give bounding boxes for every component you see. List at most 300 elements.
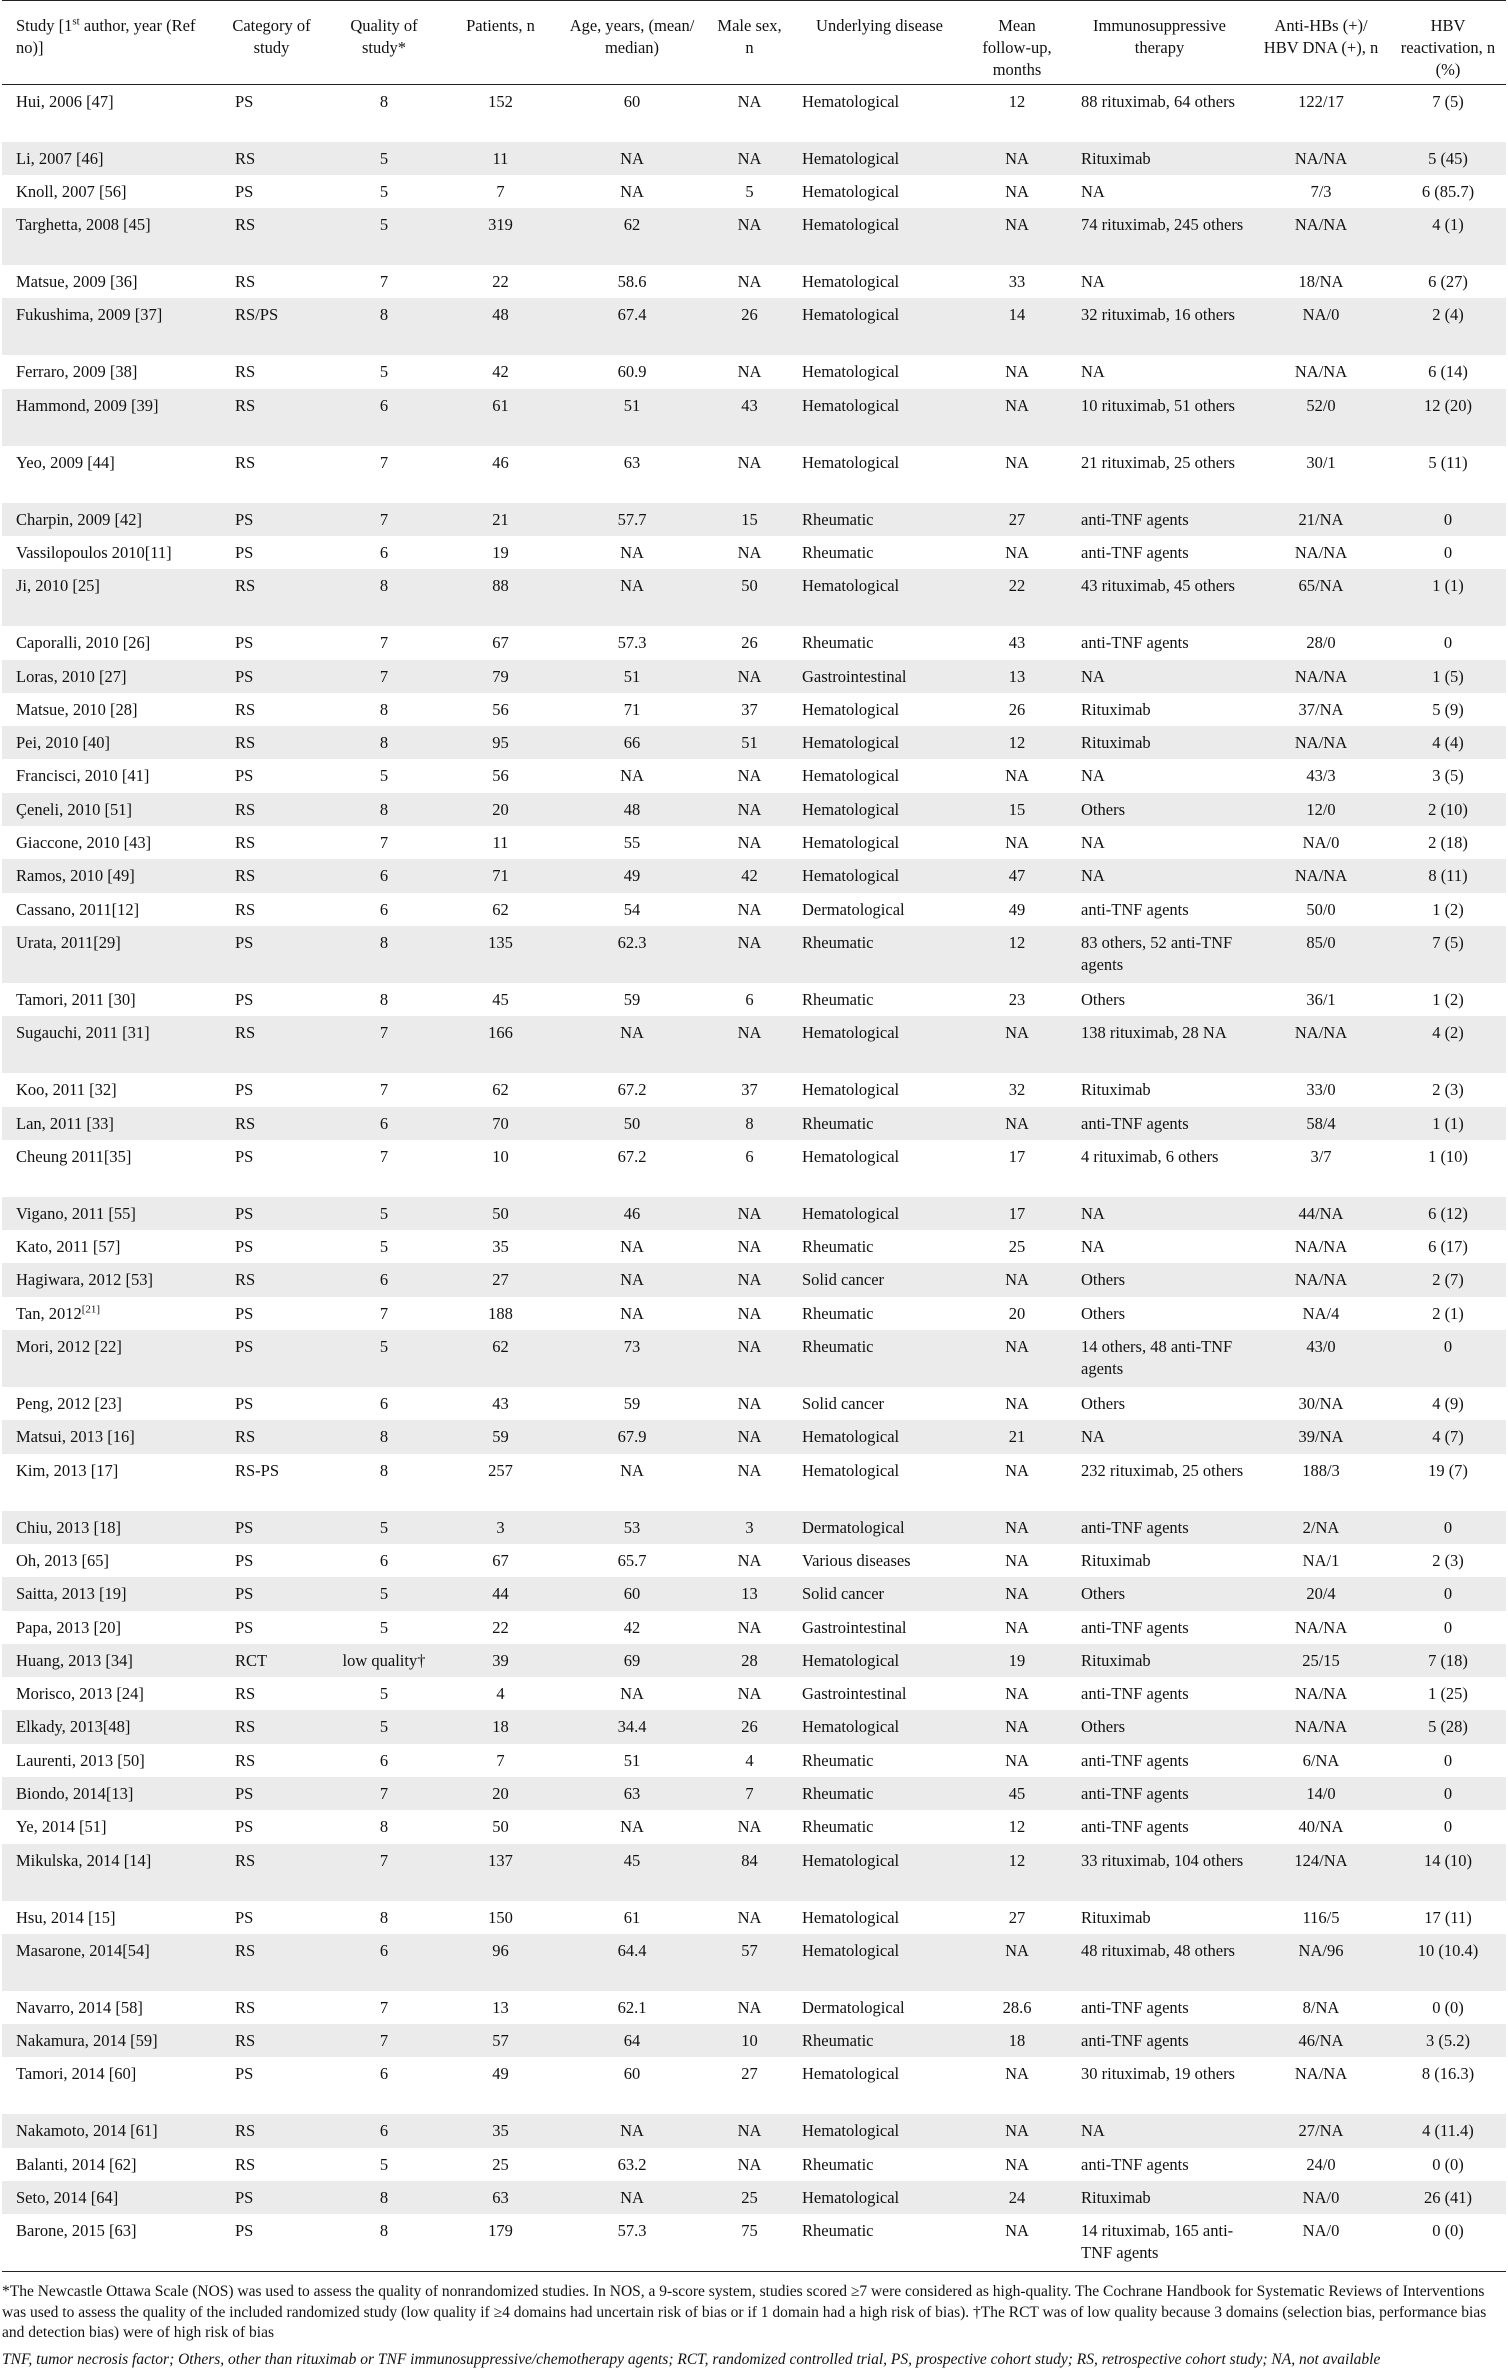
- cell-underlying-disease: Hematological: [802, 272, 900, 292]
- cell-therapy: anti-TNF agents: [1081, 2031, 1189, 2051]
- cell-underlying-disease: Hematological: [802, 181, 900, 201]
- cell-study: Knoll, 2007 [56]: [16, 181, 127, 201]
- cell-study: Matsue, 2010 [28]: [16, 699, 138, 719]
- cell-anti-hbs-hbv-dna: NA/NA: [1294, 666, 1348, 686]
- table-row: [2, 1511, 1506, 1544]
- cell-follow-up: 32: [1008, 1080, 1026, 1100]
- cell-patients: 257: [488, 1460, 513, 1480]
- cell-quality: 6: [379, 1750, 389, 1770]
- cell-follow-up: NA: [1005, 1940, 1029, 1960]
- table-row: [2, 726, 1506, 759]
- cell-hbv-reactivation: 4 (9): [1432, 1394, 1464, 1414]
- cell-underlying-disease: Rheumatic: [802, 1750, 874, 1770]
- cell-category: RS: [235, 1113, 256, 1133]
- cell-follow-up: NA: [1005, 1750, 1029, 1770]
- cell-anti-hbs-hbv-dna: NA/0: [1302, 2188, 1340, 2208]
- cell-quality: 5: [379, 2154, 389, 2174]
- header-anti-hbs-hbv-dna: Anti-HBs (+)/ HBV DNA (+), n: [1252, 1, 1390, 85]
- cell-anti-hbs-hbv-dna: 33/0: [1306, 1080, 1336, 1100]
- cell-age: 64: [623, 2031, 641, 2051]
- cell-study: Mikulska, 2014 [14]: [16, 1850, 152, 1870]
- table-row: [2, 1577, 1506, 1610]
- cell-follow-up: 24: [1008, 2188, 1026, 2208]
- cell-age: 34.4: [617, 1717, 647, 1737]
- cell-follow-up: 18: [1008, 2031, 1026, 2051]
- cell-therapy: anti-TNF agents: [1081, 1817, 1189, 1837]
- cell-anti-hbs-hbv-dna: 44/NA: [1298, 1203, 1344, 1223]
- cell-male-sex: NA: [737, 1460, 762, 1480]
- cell-male-sex: NA: [737, 148, 762, 168]
- cell-anti-hbs-hbv-dna: 37/NA: [1298, 699, 1344, 719]
- cell-hbv-reactivation: 8 (16.3): [1421, 2064, 1475, 2084]
- cell-follow-up: 21: [1008, 1427, 1026, 1447]
- table-row: [2, 2114, 1506, 2147]
- cell-category: PS: [235, 666, 254, 686]
- cell-anti-hbs-hbv-dna: 12/0: [1306, 799, 1336, 819]
- cell-age: 58.6: [617, 272, 647, 292]
- cell-age: 57.7: [617, 509, 647, 529]
- header-hbv-reactivation: HBV reactivation, n (%): [1390, 1, 1506, 85]
- cell-category: PS: [235, 92, 254, 111]
- cell-quality: 5: [379, 215, 389, 235]
- cell-anti-hbs-hbv-dna: 124/NA: [1294, 1850, 1348, 1870]
- cell-follow-up: NA: [1005, 1584, 1029, 1604]
- cell-patients: 61: [492, 395, 509, 415]
- cell-male-sex: NA: [737, 1907, 762, 1927]
- cell-hbv-reactivation: 0: [1443, 1337, 1453, 1357]
- cell-therapy: anti-TNF agents: [1081, 509, 1189, 529]
- cell-underlying-disease: Hematological: [802, 1203, 900, 1223]
- cell-age: NA: [620, 148, 644, 168]
- cell-male-sex: NA: [737, 92, 762, 111]
- cell-study: Charpin, 2009 [42]: [16, 509, 143, 529]
- cell-age: 53: [623, 1517, 641, 1537]
- cell-quality: 8: [379, 932, 389, 952]
- cell-quality: 5: [379, 1237, 389, 1257]
- cell-patients: 56: [492, 699, 509, 719]
- cell-follow-up: 45: [1008, 1784, 1026, 1803]
- cell-category: PS: [235, 2188, 254, 2208]
- cell-age: 63: [623, 1784, 641, 1803]
- cell-follow-up: 33: [1008, 272, 1026, 292]
- cell-category: PS: [235, 542, 254, 562]
- cell-male-sex: NA: [737, 1817, 762, 1837]
- cell-follow-up: NA: [1005, 833, 1029, 853]
- cell-patients: 50: [492, 1817, 509, 1837]
- cell-hbv-reactivation: 5 (45): [1428, 148, 1468, 168]
- cell-study: Elkady, 2013[48]: [16, 1717, 131, 1737]
- table-container: [2, 0, 1506, 2272]
- cell-category: RS: [235, 799, 256, 819]
- cell-study: Loras, 2010 [27]: [16, 666, 127, 686]
- cell-therapy: 10 rituximab, 51 others: [1081, 395, 1235, 415]
- cell-therapy: Rituximab: [1081, 1550, 1151, 1570]
- cell-quality: 8: [379, 305, 389, 325]
- cell-quality: 8: [379, 576, 389, 596]
- cell-patients: 45: [492, 989, 509, 1009]
- cell-hbv-reactivation: 4 (1): [1432, 215, 1464, 235]
- cell-hbv-reactivation: 2 (3): [1432, 1550, 1464, 1570]
- table-row: [2, 1644, 1506, 1677]
- cell-underlying-disease: Rheumatic: [802, 1113, 874, 1133]
- cell-age: NA: [620, 1684, 644, 1704]
- cell-anti-hbs-hbv-dna: NA/NA: [1294, 362, 1348, 382]
- cell-study: Saitta, 2013 [19]: [16, 1584, 127, 1604]
- cell-therapy: Rituximab: [1081, 699, 1151, 719]
- cell-hbv-reactivation: 0: [1443, 1784, 1453, 1803]
- cell-patients: 18: [492, 1717, 509, 1737]
- cell-anti-hbs-hbv-dna: 30/1: [1306, 452, 1336, 472]
- cell-quality: 7: [379, 666, 389, 686]
- cell-underlying-disease: Dermatological: [802, 1517, 905, 1537]
- table-row: [2, 1073, 1506, 1106]
- cell-category: PS: [235, 1584, 254, 1604]
- cell-patients: 20: [492, 1784, 509, 1803]
- cell-category: PS: [235, 1550, 254, 1570]
- cell-study: Seto, 2014 [64]: [16, 2188, 119, 2208]
- cell-follow-up: 26: [1008, 699, 1026, 719]
- cell-male-sex: NA: [737, 1997, 762, 2017]
- cell-hbv-reactivation: 1 (25): [1428, 1684, 1468, 1704]
- cell-underlying-disease: Hematological: [802, 1427, 900, 1447]
- cell-anti-hbs-hbv-dna: 6/NA: [1302, 1750, 1340, 1770]
- table-row: [2, 1330, 1506, 1387]
- cell-hbv-reactivation: 0: [1443, 1750, 1453, 1770]
- cell-quality: 5: [379, 1517, 389, 1537]
- cell-therapy: 14 rituximab, 165 anti-TNF agents: [1067, 2214, 1252, 2271]
- cell-age: 62.3: [617, 932, 647, 952]
- cell-anti-hbs-hbv-dna: 18/NA: [1298, 272, 1344, 292]
- cell-underlying-disease: Various diseases: [802, 1550, 911, 1570]
- cell-anti-hbs-hbv-dna: 28/0: [1306, 633, 1336, 653]
- cell-male-sex: 3: [745, 1517, 754, 1537]
- cell-male-sex: NA: [737, 272, 762, 292]
- cell-quality: 8: [379, 1427, 389, 1447]
- cell-quality: 5: [379, 1337, 389, 1357]
- cell-study: Yeo, 2009 [44]: [16, 452, 115, 472]
- cell-follow-up: 19: [1008, 1650, 1026, 1670]
- cell-underlying-disease: Solid cancer: [802, 1270, 885, 1290]
- cell-patients: 7: [496, 181, 505, 201]
- cell-underlying-disease: Hematological: [802, 799, 900, 819]
- cell-underlying-disease: Hematological: [802, 766, 900, 786]
- cell-study: Urata, 2011[29]: [16, 932, 121, 952]
- cell-age: 67.2: [617, 1146, 647, 1166]
- cell-patients: 43: [492, 1394, 509, 1414]
- cell-age: 57.3: [557, 2214, 707, 2271]
- cell-study: Caporalli, 2010 [26]: [16, 633, 151, 653]
- cell-age: NA: [620, 1237, 644, 1257]
- cell-therapy: Rituximab: [1081, 1650, 1151, 1670]
- cell-age: NA: [620, 1817, 644, 1837]
- cell-hbv-reactivation: 1 (2): [1432, 899, 1464, 919]
- cell-quality: 6: [379, 395, 389, 415]
- cell-quality: 8: [379, 799, 389, 819]
- cell-therapy: 74 rituximab, 245 others: [1081, 215, 1244, 235]
- cell-hbv-reactivation: 2 (1): [1432, 1303, 1464, 1323]
- cell-therapy: Others: [1081, 1394, 1125, 1414]
- cell-therapy: 83 others, 52 anti-TNF agents: [1081, 932, 1233, 974]
- cell-underlying-disease: Hematological: [802, 733, 900, 753]
- cell-hbv-reactivation: 0 (0): [1390, 2214, 1506, 2271]
- cell-male-sex: NA: [737, 799, 762, 819]
- cell-male-sex: 84: [741, 1850, 758, 1870]
- cell-male-sex: NA: [737, 1550, 762, 1570]
- cell-age: 57.3: [617, 633, 647, 653]
- studies-table: [2, 0, 1506, 2272]
- cell-patients: 179: [444, 2214, 557, 2271]
- cell-follow-up: 12: [1008, 932, 1026, 952]
- cell-quality: 5: [379, 148, 389, 168]
- cell-study: Nakamura, 2014 [59]: [16, 2031, 158, 2051]
- cell-patients: 22: [492, 1617, 509, 1637]
- cell-study: Hui, 2006 [47]: [16, 92, 114, 111]
- cell-follow-up: 27: [1008, 509, 1026, 529]
- table-row: [2, 660, 1506, 693]
- cell-quality: 7: [379, 1023, 389, 1043]
- cell-therapy: Rituximab: [1081, 1907, 1151, 1927]
- cell-underlying-disease: Rheumatic: [802, 633, 874, 653]
- cell-quality: 8: [379, 2188, 389, 2208]
- cell-category: RS: [235, 215, 256, 235]
- cell-hbv-reactivation: 0: [1443, 509, 1453, 529]
- cell-underlying-disease: Hematological: [802, 452, 900, 472]
- cell-anti-hbs-hbv-dna: NA/NA: [1294, 2064, 1348, 2084]
- cell-hbv-reactivation: 5 (28): [1428, 1717, 1468, 1737]
- cell-follow-up: NA: [1005, 1717, 1029, 1737]
- cell-follow-up: NA: [1005, 395, 1029, 415]
- cell-underlying-disease: Solid cancer: [802, 1394, 885, 1414]
- table-row: [2, 208, 1506, 265]
- cell-category: PS: [235, 1203, 254, 1223]
- cell-underlying-disease: Hematological: [802, 576, 900, 596]
- cell-underlying-disease: Rheumatic: [802, 1337, 874, 1357]
- cell-age: 63.2: [617, 2154, 647, 2174]
- cell-category: RS: [235, 1940, 256, 1960]
- cell-therapy: 138 rituximab, 28 NA: [1081, 1023, 1227, 1043]
- table-row: [2, 1197, 1506, 1230]
- cell-follow-up: NA: [1005, 2064, 1029, 2084]
- cell-study: Chiu, 2013 [18]: [16, 1517, 121, 1537]
- cell-underlying-disease: Rheumatic: [802, 1303, 874, 1323]
- cell-patients: 188: [488, 1303, 513, 1323]
- cell-age: 65.7: [617, 1550, 647, 1570]
- cell-follow-up: NA: [1005, 1023, 1029, 1043]
- cell-patients: 135: [488, 932, 513, 952]
- header-underlying-disease: Underlying disease: [792, 1, 967, 85]
- cell-follow-up: 12: [1008, 733, 1026, 753]
- cell-study: Matsue, 2009 [36]: [16, 272, 138, 292]
- cell-follow-up: 43: [1008, 633, 1026, 653]
- cell-category: RS: [235, 1270, 256, 1290]
- cell-quality: 7: [379, 509, 389, 529]
- cell-anti-hbs-hbv-dna: 30/NA: [1298, 1394, 1344, 1414]
- cell-study: Hsu, 2014 [15]: [16, 1907, 116, 1927]
- table-row: [2, 389, 1506, 446]
- cell-therapy: Rituximab: [1081, 733, 1151, 753]
- cell-male-sex: 57: [741, 1940, 758, 1960]
- cell-quality: 7: [379, 1080, 389, 1100]
- cell-quality: 7: [379, 633, 389, 653]
- cell-category: PS: [235, 1303, 254, 1323]
- cell-category: PS: [235, 766, 254, 786]
- cell-anti-hbs-hbv-dna: 116/5: [1302, 1907, 1340, 1927]
- cell-hbv-reactivation: 7 (5): [1432, 932, 1464, 952]
- cell-hbv-reactivation: 5 (11): [1428, 452, 1468, 472]
- cell-patients: 49: [492, 2064, 509, 2084]
- cell-study: Vigano, 2011 [55]: [16, 1203, 136, 1223]
- table-footnotes: [2, 2282, 1506, 2370]
- cell-category: RS: [235, 866, 256, 886]
- cell-therapy: anti-TNF agents: [1081, 1750, 1189, 1770]
- cell-category: PS: [235, 1907, 254, 1927]
- cell-age: 49: [623, 866, 641, 886]
- cell-anti-hbs-hbv-dna: 52/0: [1306, 395, 1336, 415]
- cell-follow-up: 12: [1008, 92, 1026, 111]
- cell-follow-up: 20: [1008, 1303, 1026, 1323]
- table-row: [2, 503, 1506, 536]
- cell-underlying-disease: Hematological: [802, 1146, 900, 1166]
- cell-male-sex: 50: [741, 576, 758, 596]
- cell-patients: 152: [488, 92, 513, 111]
- cell-age: NA: [620, 1460, 644, 1480]
- cell-category: RS: [235, 733, 256, 753]
- cell-underlying-disease: Solid cancer: [802, 1584, 885, 1604]
- cell-patients: 11: [492, 148, 509, 168]
- cell-anti-hbs-hbv-dna: NA/4: [1302, 1303, 1340, 1323]
- cell-anti-hbs-hbv-dna: NA/NA: [1294, 215, 1348, 235]
- cell-hbv-reactivation: 4 (4): [1432, 733, 1464, 753]
- cell-follow-up: 17: [1008, 1146, 1026, 1166]
- cell-anti-hbs-hbv-dna: 85/0: [1306, 932, 1336, 952]
- cell-therapy: NA: [1081, 2121, 1105, 2141]
- cell-study: Li, 2007 [46]: [16, 148, 104, 168]
- cell-study: Morisco, 2013 [24]: [16, 1684, 144, 1704]
- table-row: [2, 265, 1506, 298]
- cell-patients: 62: [492, 899, 509, 919]
- cell-age: 67.4: [617, 305, 647, 325]
- cell-category: RS: [235, 2031, 256, 2051]
- cell-follow-up: NA: [1005, 1684, 1029, 1704]
- cell-therapy: 4 rituximab, 6 others: [1081, 1146, 1219, 1166]
- table-row: [2, 983, 1506, 1016]
- cell-male-sex: NA: [737, 899, 762, 919]
- cell-hbv-reactivation: 19 (7): [1428, 1460, 1468, 1480]
- cell-hbv-reactivation: 2 (10): [1428, 799, 1468, 819]
- cell-category: RS: [235, 1684, 256, 1704]
- cell-hbv-reactivation: 0 (0): [1432, 1997, 1464, 2017]
- cell-follow-up: NA: [1005, 1460, 1029, 1480]
- cell-patients: 50: [492, 1203, 509, 1223]
- cell-anti-hbs-hbv-dna: 40/NA: [1298, 1817, 1344, 1837]
- cell-anti-hbs-hbv-dna: NA/1: [1302, 1550, 1340, 1570]
- cell-category: PS: [235, 633, 254, 653]
- cell-therapy: anti-TNF agents: [1081, 542, 1189, 562]
- cell-follow-up: NA: [1005, 1270, 1029, 1290]
- cell-follow-up: 25: [1008, 1237, 1026, 1257]
- table-row: [2, 569, 1506, 626]
- cell-patients: 3: [496, 1517, 505, 1537]
- cell-study: Cheung 2011[35]: [16, 1146, 132, 1166]
- cell-age: 61: [623, 1907, 641, 1927]
- cell-underlying-disease: Dermatological: [802, 899, 905, 919]
- cell-category: PS: [235, 1784, 254, 1803]
- cell-category: RS: [235, 1850, 256, 1870]
- cell-hbv-reactivation: 6 (85.7): [1421, 181, 1475, 201]
- header-immunosuppressive-therapy: Immunosuppressive therapy: [1067, 1, 1252, 85]
- table-row: [2, 1901, 1506, 1934]
- cell-age: 67.9: [617, 1427, 647, 1447]
- cell-therapy: 14 others, 48 anti-TNF agents: [1081, 1337, 1233, 1379]
- cell-therapy: NA: [1081, 272, 1105, 292]
- table-row: [2, 446, 1506, 503]
- cell-patients: 19: [492, 542, 509, 562]
- cell-quality: 8: [379, 733, 389, 753]
- cell-anti-hbs-hbv-dna: 24/0: [1306, 2154, 1336, 2174]
- cell-follow-up: NA: [1005, 181, 1029, 201]
- table-row: [2, 759, 1506, 792]
- cell-hbv-reactivation: 0 (0): [1432, 2154, 1464, 2174]
- cell-male-sex: 28: [741, 1650, 758, 1670]
- cell-category: RS-PS: [235, 1460, 280, 1480]
- cell-underlying-disease: Rheumatic: [802, 1784, 874, 1803]
- cell-hbv-reactivation: 6 (27): [1428, 272, 1468, 292]
- cell-follow-up: 27: [1008, 1907, 1026, 1927]
- table-row: [2, 826, 1506, 859]
- cell-quality: 6: [379, 1550, 389, 1570]
- cell-therapy: anti-TNF agents: [1081, 1517, 1189, 1537]
- cell-hbv-reactivation: 8 (11): [1428, 866, 1468, 886]
- cell-male-sex: NA: [737, 2121, 762, 2141]
- cell-quality: 7: [379, 2031, 389, 2051]
- cell-quality: 7: [379, 272, 389, 292]
- cell-patients: 22: [492, 272, 509, 292]
- cell-therapy: Others: [1081, 1584, 1125, 1604]
- cell-hbv-reactivation: 2 (7): [1432, 1270, 1464, 1290]
- header-patients: Patients, n: [444, 1, 557, 85]
- cell-anti-hbs-hbv-dna: 36/1: [1306, 989, 1336, 1009]
- cell-male-sex: 6: [745, 989, 754, 1009]
- cell-age: 60.9: [617, 362, 647, 382]
- cell-male-sex: NA: [737, 666, 762, 686]
- cell-underlying-disease: Dermatological: [802, 1997, 905, 2017]
- cell-study: Lan, 2011 [33]: [16, 1113, 114, 1133]
- cell-category: PS: [235, 989, 254, 1009]
- cell-anti-hbs-hbv-dna: NA/NA: [1294, 866, 1348, 886]
- cell-follow-up: 23: [1008, 989, 1026, 1009]
- cell-age: NA: [620, 576, 644, 596]
- cell-quality: 6: [379, 899, 389, 919]
- cell-underlying-disease: Hematological: [802, 148, 900, 168]
- cell-quality: 8: [379, 1460, 389, 1480]
- cell-study: Fukushima, 2009 [37]: [16, 305, 163, 325]
- cell-underlying-disease: Rheumatic: [802, 2031, 874, 2051]
- cell-underlying-disease: Rheumatic: [802, 989, 874, 1009]
- cell-anti-hbs-hbv-dna: NA/NA: [1294, 1270, 1348, 1290]
- cell-study: Tamori, 2014 [60]: [16, 2064, 137, 2084]
- cell-category: PS: [235, 2064, 254, 2084]
- cell-study: Masarone, 2014[54]: [16, 1940, 150, 1960]
- cell-quality: 8: [324, 2214, 444, 2271]
- cell-age: 45: [623, 1850, 641, 1870]
- cell-anti-hbs-hbv-dna: NA/NA: [1294, 1023, 1348, 1043]
- cell-patients: 27: [492, 1270, 509, 1290]
- cell-male-sex: 6: [745, 1146, 754, 1166]
- cell-age: 55: [623, 833, 641, 853]
- cell-study: Pei, 2010 [40]: [16, 733, 110, 753]
- cell-underlying-disease: Rheumatic: [802, 542, 874, 562]
- cell-underlying-disease: Rheumatic: [802, 2154, 874, 2174]
